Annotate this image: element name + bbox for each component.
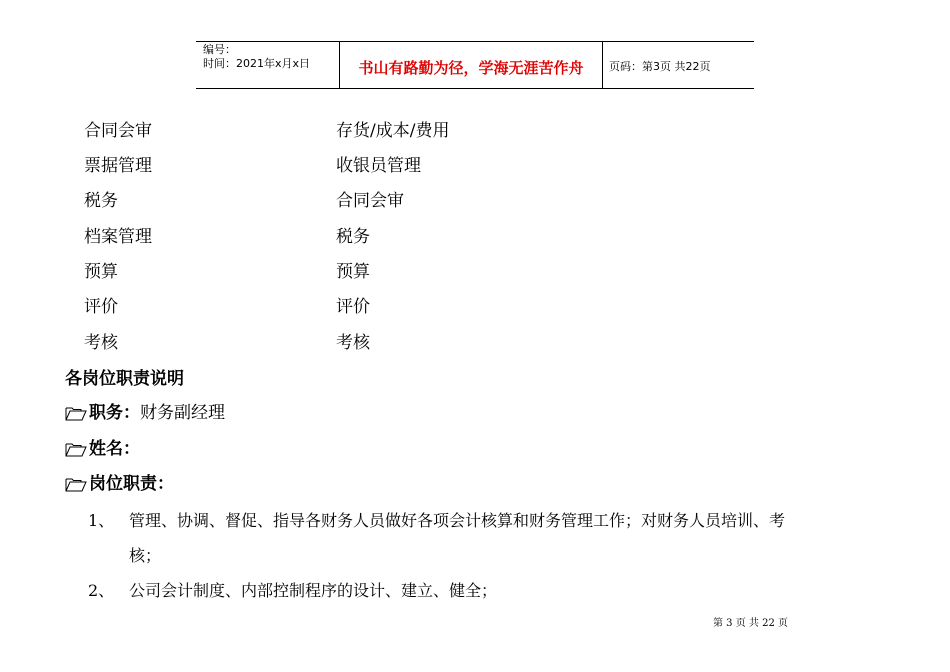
field-label: 姓名： xyxy=(89,439,140,459)
duty-number: 2、 xyxy=(88,581,115,600)
right-item: 考核 xyxy=(336,333,370,353)
folder-icon xyxy=(65,405,87,421)
field-label: 岗位职责： xyxy=(89,474,174,494)
header-bottom-rule xyxy=(196,88,754,89)
header-date-label: 时间：2021年x月x日 xyxy=(203,57,311,70)
left-item: 票据管理 xyxy=(84,156,152,176)
right-item: 收银员管理 xyxy=(336,156,421,176)
header-page-label: 页码：第3页 共22页 xyxy=(609,60,711,73)
field-label: 职务： xyxy=(89,403,140,423)
header-top-rule xyxy=(196,41,754,42)
folder-icon xyxy=(65,441,87,457)
folder-icon xyxy=(65,476,87,492)
header-number-label: 编号： xyxy=(203,43,236,56)
field-duties xyxy=(65,474,174,494)
page-footer: 第 3 页 共 22 页 xyxy=(713,618,788,629)
field-position xyxy=(65,403,225,423)
duty-text: 公司会计制度、内部控制程序的设计、建立、健全； xyxy=(129,581,498,600)
left-item: 预算 xyxy=(84,262,118,282)
header-divider-2 xyxy=(602,41,603,89)
left-item: 税务 xyxy=(84,191,118,211)
field-name xyxy=(65,439,140,459)
left-item: 合同会审 xyxy=(84,121,152,141)
right-item: 合同会审 xyxy=(336,191,404,211)
header-motto: 书山有路勤为径，学海无涯苦作舟 xyxy=(358,59,584,77)
field-value: 财务副经理 xyxy=(140,403,225,423)
duty-number: 1、 xyxy=(88,511,115,530)
right-item: 税务 xyxy=(336,227,370,247)
duty-text-continued: 核； xyxy=(129,546,162,565)
left-item: 档案管理 xyxy=(84,227,152,247)
right-item: 预算 xyxy=(336,262,370,282)
duty-text: 管理、协调、督促、指导各财务人员做好各项会计核算和财务管理工作；对财务人员培训、考 xyxy=(129,511,786,530)
left-item: 评价 xyxy=(84,297,118,317)
left-item: 考核 xyxy=(84,333,118,353)
right-item: 存货/成本/费用 xyxy=(336,121,450,141)
right-item: 评价 xyxy=(336,297,370,317)
section-title: 各岗位职责说明 xyxy=(65,369,184,389)
